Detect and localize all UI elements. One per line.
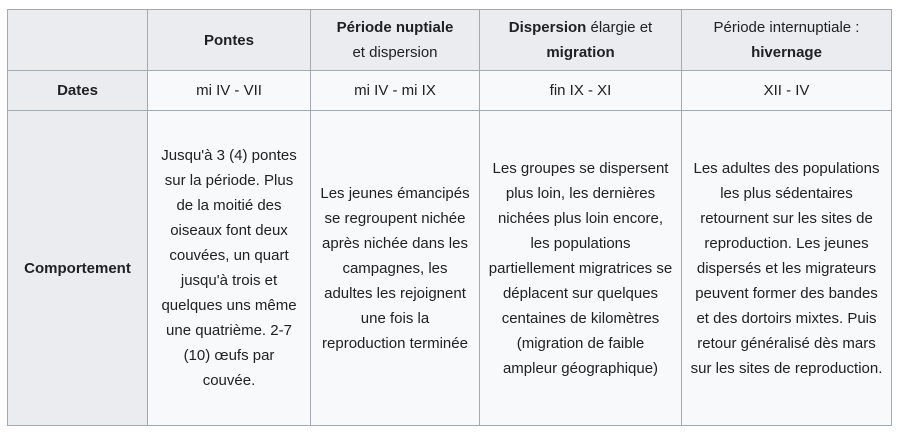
header-periode-internuptiale-pre: Période internuptiale : xyxy=(713,19,860,36)
cell-comportement-dispersion: Les groupes se dispersent plus loin, les dernières nichées plus loin encore, les populations partiellement migratrices se déplacent sur quelques centaines de kilomètres (migration de faible ampleur géographique) xyxy=(480,111,682,426)
header-periode-nuptiale-bold: Période nuptiale xyxy=(336,19,454,36)
header-migration-bold: migration xyxy=(546,44,615,61)
cell-dates-internuptiale: XII - IV xyxy=(682,71,892,111)
header-periode-nuptiale xyxy=(311,10,480,71)
header-dispersion-bold: Dispersion xyxy=(508,19,587,36)
row-header-comportement: Comportement xyxy=(8,111,148,426)
corner-cell xyxy=(8,10,148,71)
header-row xyxy=(8,10,892,71)
header-pontes xyxy=(148,10,311,71)
header-periode-nuptiale-rest: et dispersion xyxy=(352,44,438,61)
cell-comportement-internuptiale: Les adultes des populations les plus sédentaires retournent sur les sites de reproduction. Les jeunes dispersés et les migrateurs peuvent former des bandes et des dortoirs mixtes. Puis retour généralisé dès mars sur les sites de reproduction. xyxy=(682,111,892,426)
cell-comportement-pontes: Jusqu'à 3 (4) pontes sur la période. Plus de la moitié des oiseaux font deux couvées, un quart jusqu'à trois et quelques uns même une quatrième. 2-7 (10) œufs par couvée. xyxy=(148,111,311,426)
cell-comportement-nuptiale: Les jeunes émancipés se regroupent nichée après nichée dans les campagnes, les adultes les rejoignent une fois la reproduction terminée xyxy=(311,111,480,426)
table-row xyxy=(8,111,892,426)
cell-dates-pontes: mi IV - VII xyxy=(148,71,311,111)
header-dispersion xyxy=(480,10,682,71)
cell-dates-dispersion: fin IX - XI xyxy=(480,71,682,111)
phenology-table xyxy=(7,9,892,426)
header-hivernage-bold: hivernage xyxy=(751,44,822,61)
header-dispersion-mid: élargie et xyxy=(586,19,653,36)
header-pontes-label: Pontes xyxy=(203,31,254,49)
row-header-dates: Dates xyxy=(8,71,148,111)
table-row xyxy=(8,71,892,111)
header-periode-internuptiale xyxy=(682,10,892,71)
cell-dates-nuptiale: mi IV - mi IX xyxy=(311,71,480,111)
